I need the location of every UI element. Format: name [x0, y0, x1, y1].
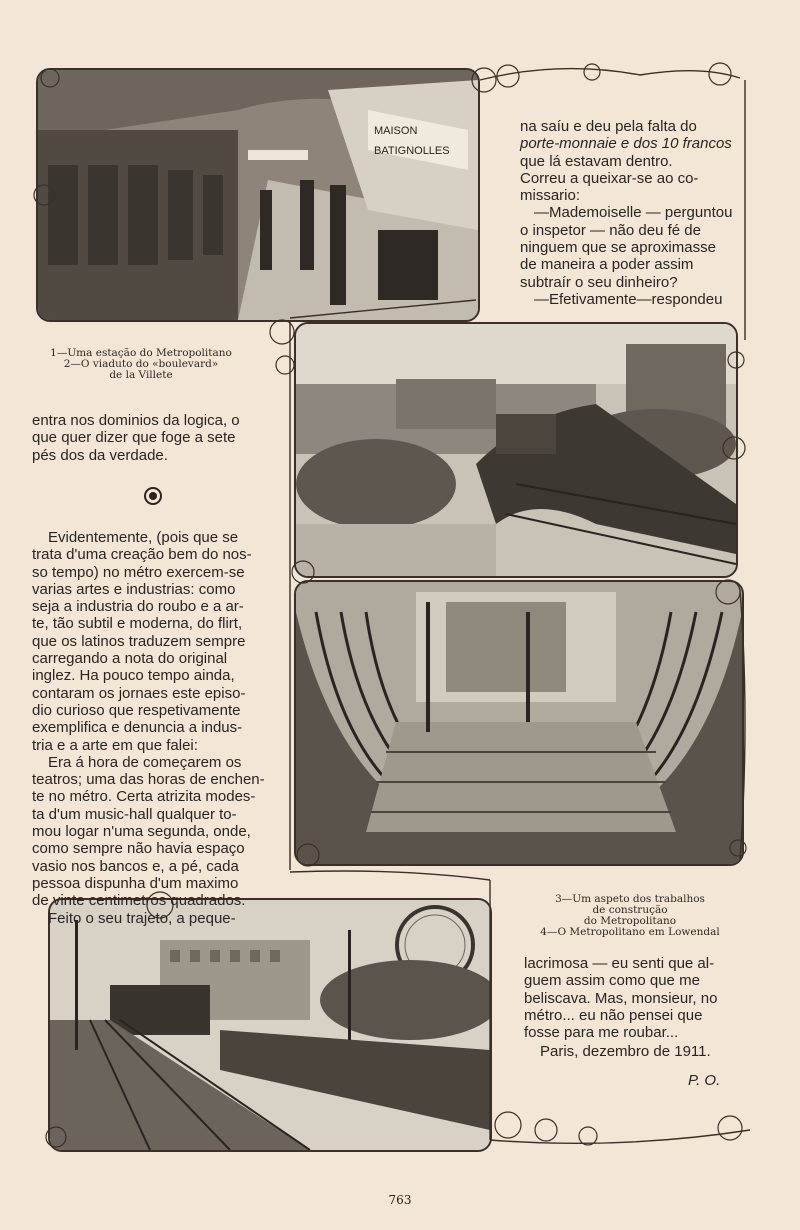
text-line: métro... eu não pensei que [524, 1006, 703, 1024]
signature: P. O. [688, 1072, 721, 1089]
text-line: na saíu e deu pela falta do [520, 118, 697, 135]
text-line: de maneira a poder assim [520, 256, 694, 274]
text-line: —Efetivamente—respondeu [534, 290, 723, 308]
text-column-left-a [32, 412, 280, 464]
text-line: ninguem que se aproximasse [520, 239, 716, 257]
caption-line: 2—O viaduto do «boulevard» [63, 358, 219, 370]
text-line: o inspetor — não deu fé de [520, 221, 701, 239]
text-line: missario: [520, 187, 581, 205]
text-line: de vinte centimetros quadrados. [32, 892, 246, 910]
text-line: mou logar n'uma segunda, onde, [32, 823, 251, 841]
text-line: —Mademoiselle — perguntou [534, 204, 733, 222]
text-line: porte-monnaie e dos 10 francos [520, 135, 732, 153]
text-line: inglez. Ha pouco tempo ainda, [32, 667, 235, 685]
text-line: carregando a nota do original [32, 650, 228, 668]
text-line: teatros; uma das horas de enchen- [32, 771, 265, 789]
text-line: dio curioso que respetivamente [32, 701, 241, 719]
caption-middle [540, 894, 720, 938]
text-line: que quer dizer que foge a sete [32, 429, 236, 447]
text-line: tria e a arte em que falei: [32, 736, 198, 754]
text-column-bottom-right [524, 955, 746, 1041]
text-line: Feito o seu trajeto, a peque- [48, 909, 236, 927]
caption-line: do Metropolitano [583, 915, 677, 927]
sign-batignolles: BATIGNOLLES [374, 145, 450, 157]
text-line: como sempre não havia espaço [32, 840, 245, 858]
text-line: contaram os jornaes este episo- [32, 684, 246, 702]
caption-line: de la Villete [109, 369, 173, 381]
text-line: que lá estavam dentro. [520, 152, 673, 170]
text-line: beliscava. Mas, monsieur, no [524, 989, 718, 1007]
text-line: te, tão subtil e moderna, do flirt, [32, 615, 243, 633]
text-line: entra nos dominios da logica, o [32, 412, 240, 429]
section-divider-icon [144, 487, 162, 505]
text-line: vasio nos bancos e, a pé, cada [32, 857, 239, 875]
text-line: ta d'um music-hall qualquer to- [32, 805, 237, 823]
text-line: seja a industria do roubo e a ar- [32, 598, 244, 616]
dateline: Paris, dezembro de 1911. [540, 1043, 711, 1060]
text-line: Era á hora de começarem os [48, 753, 242, 771]
text-line: que os latinos traduzem sempre [32, 632, 246, 650]
text-line: exemplifica e denuncia a indus- [32, 719, 243, 737]
caption-line: 4—O Metropolitano em Lowendal [540, 926, 720, 938]
text-line: subtraír o seu dinheiro? [520, 273, 678, 291]
sign-maison: MAISON [374, 125, 418, 137]
text-line: pessoa dispunha d'um maximo [32, 874, 239, 892]
text-line: trata d'uma creação bem do nos- [32, 546, 252, 564]
text-line: Correu a queixar-se ao co- [520, 169, 699, 187]
text-line: Evidentemente, (pois que se [48, 529, 239, 546]
caption-top [46, 348, 236, 381]
text-line: lacrimosa — eu senti que al- [524, 955, 715, 972]
text-line: pés dos da verdade. [32, 446, 168, 464]
text-line: te no métro. Certa atrizita modes- [32, 788, 256, 806]
caption-line: de construção [592, 904, 668, 916]
text-column-top-right [520, 118, 736, 308]
text-column-left-b [32, 529, 280, 927]
text-line: guem assim como que me [524, 972, 700, 990]
text-line: fosse para me roubar... [524, 1024, 679, 1042]
page-number: 763 [388, 1193, 412, 1207]
text-line: so tempo) no métro exercem-se [32, 563, 245, 581]
text-line: varias artes e industrias: como [32, 580, 236, 598]
caption-line: 1—Uma estação do Metropolitano [50, 347, 232, 359]
caption-line: 3—Um aspeto dos trabalhos [555, 893, 705, 905]
